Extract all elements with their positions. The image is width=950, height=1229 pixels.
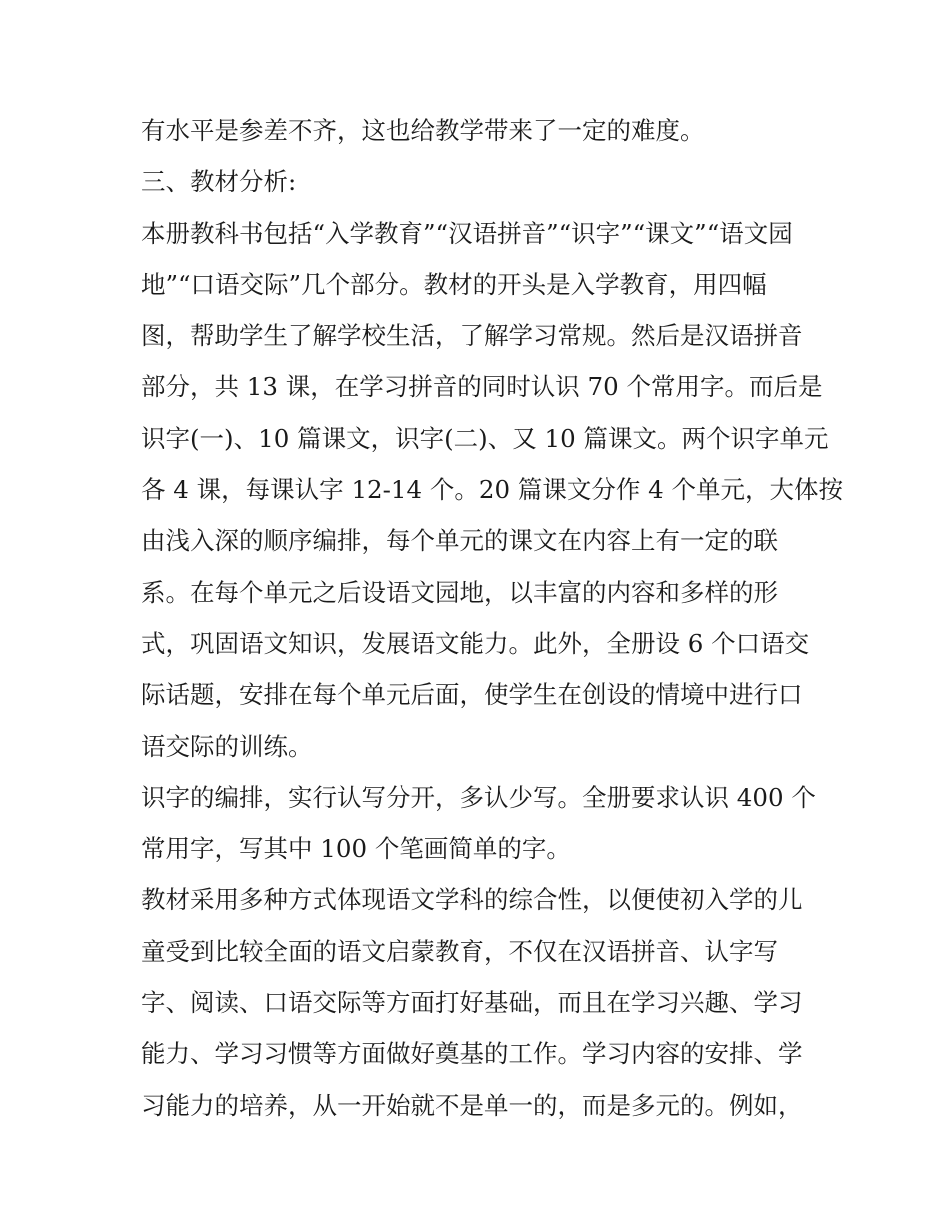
text-line: 能力、学习习惯等方面做好奠基的工作。学习内容的安排、学 (141, 1039, 803, 1069)
text-line: 系。在每个单元之后设语文园地，以丰富的内容和多样的形 (141, 577, 778, 607)
text-line: 童受到比较全面的语文启蒙教育，不仅在汉语拼音、认字写 (141, 936, 778, 966)
text-line: 语交际的训练。 (141, 731, 313, 761)
section-heading: 三、教材分析: (141, 167, 297, 197)
text-line: 图，帮助学生了解学校生活，了解学习常规。然后是汉语拼音 (141, 321, 803, 351)
text-line: 部分，共 13 课，在学习拼音的同时认识 70 个常用字。而后是 (141, 372, 823, 402)
text-line: 地”“口语交际”几个部分。教材的开头是入学教育，用四幅 (141, 269, 767, 299)
text-line: 际话题，安排在每个单元后面，使学生在创设的情境中进行口 (141, 680, 803, 710)
text-line: 字、阅读、口语交际等方面打好基础，而且在学习兴趣、学习 (141, 988, 803, 1018)
text-line: 习能力的培养，从一开始就不是单一的，而是多元的。例如， (141, 1090, 803, 1120)
text-line: 各 4 课，每课认字 12-14 个。20 篇课文分作 4 个单元，大体按 (141, 475, 843, 505)
text-line: 本册教科书包括“入学教育”“汉语拼音”“识字”“课文”“语文园 (141, 218, 793, 248)
text-line: 由浅入深的顺序编排，每个单元的课文在内容上有一定的联 (141, 526, 778, 556)
body-text (141, 105, 843, 1131)
text-line: 常用字，写其中 100 个笔画简单的字。 (141, 834, 571, 864)
text-line: 识字(一)、10 篇课文，识字(二)、又 10 篇课文。两个识字单元 (141, 423, 829, 453)
text-line: 识字的编排，实行认写分开，多认少写。全册要求认识 400 个 (141, 782, 816, 812)
text-line: 有水平是参差不齐，这也给教学带来了一定的难度。 (141, 116, 705, 145)
text-line: 式，巩固语文知识，发展语文能力。此外，全册设 6 个口语交 (141, 628, 810, 658)
text-line: 教材采用多种方式体现语文学科的综合性，以便使初入学的儿 (141, 885, 803, 915)
